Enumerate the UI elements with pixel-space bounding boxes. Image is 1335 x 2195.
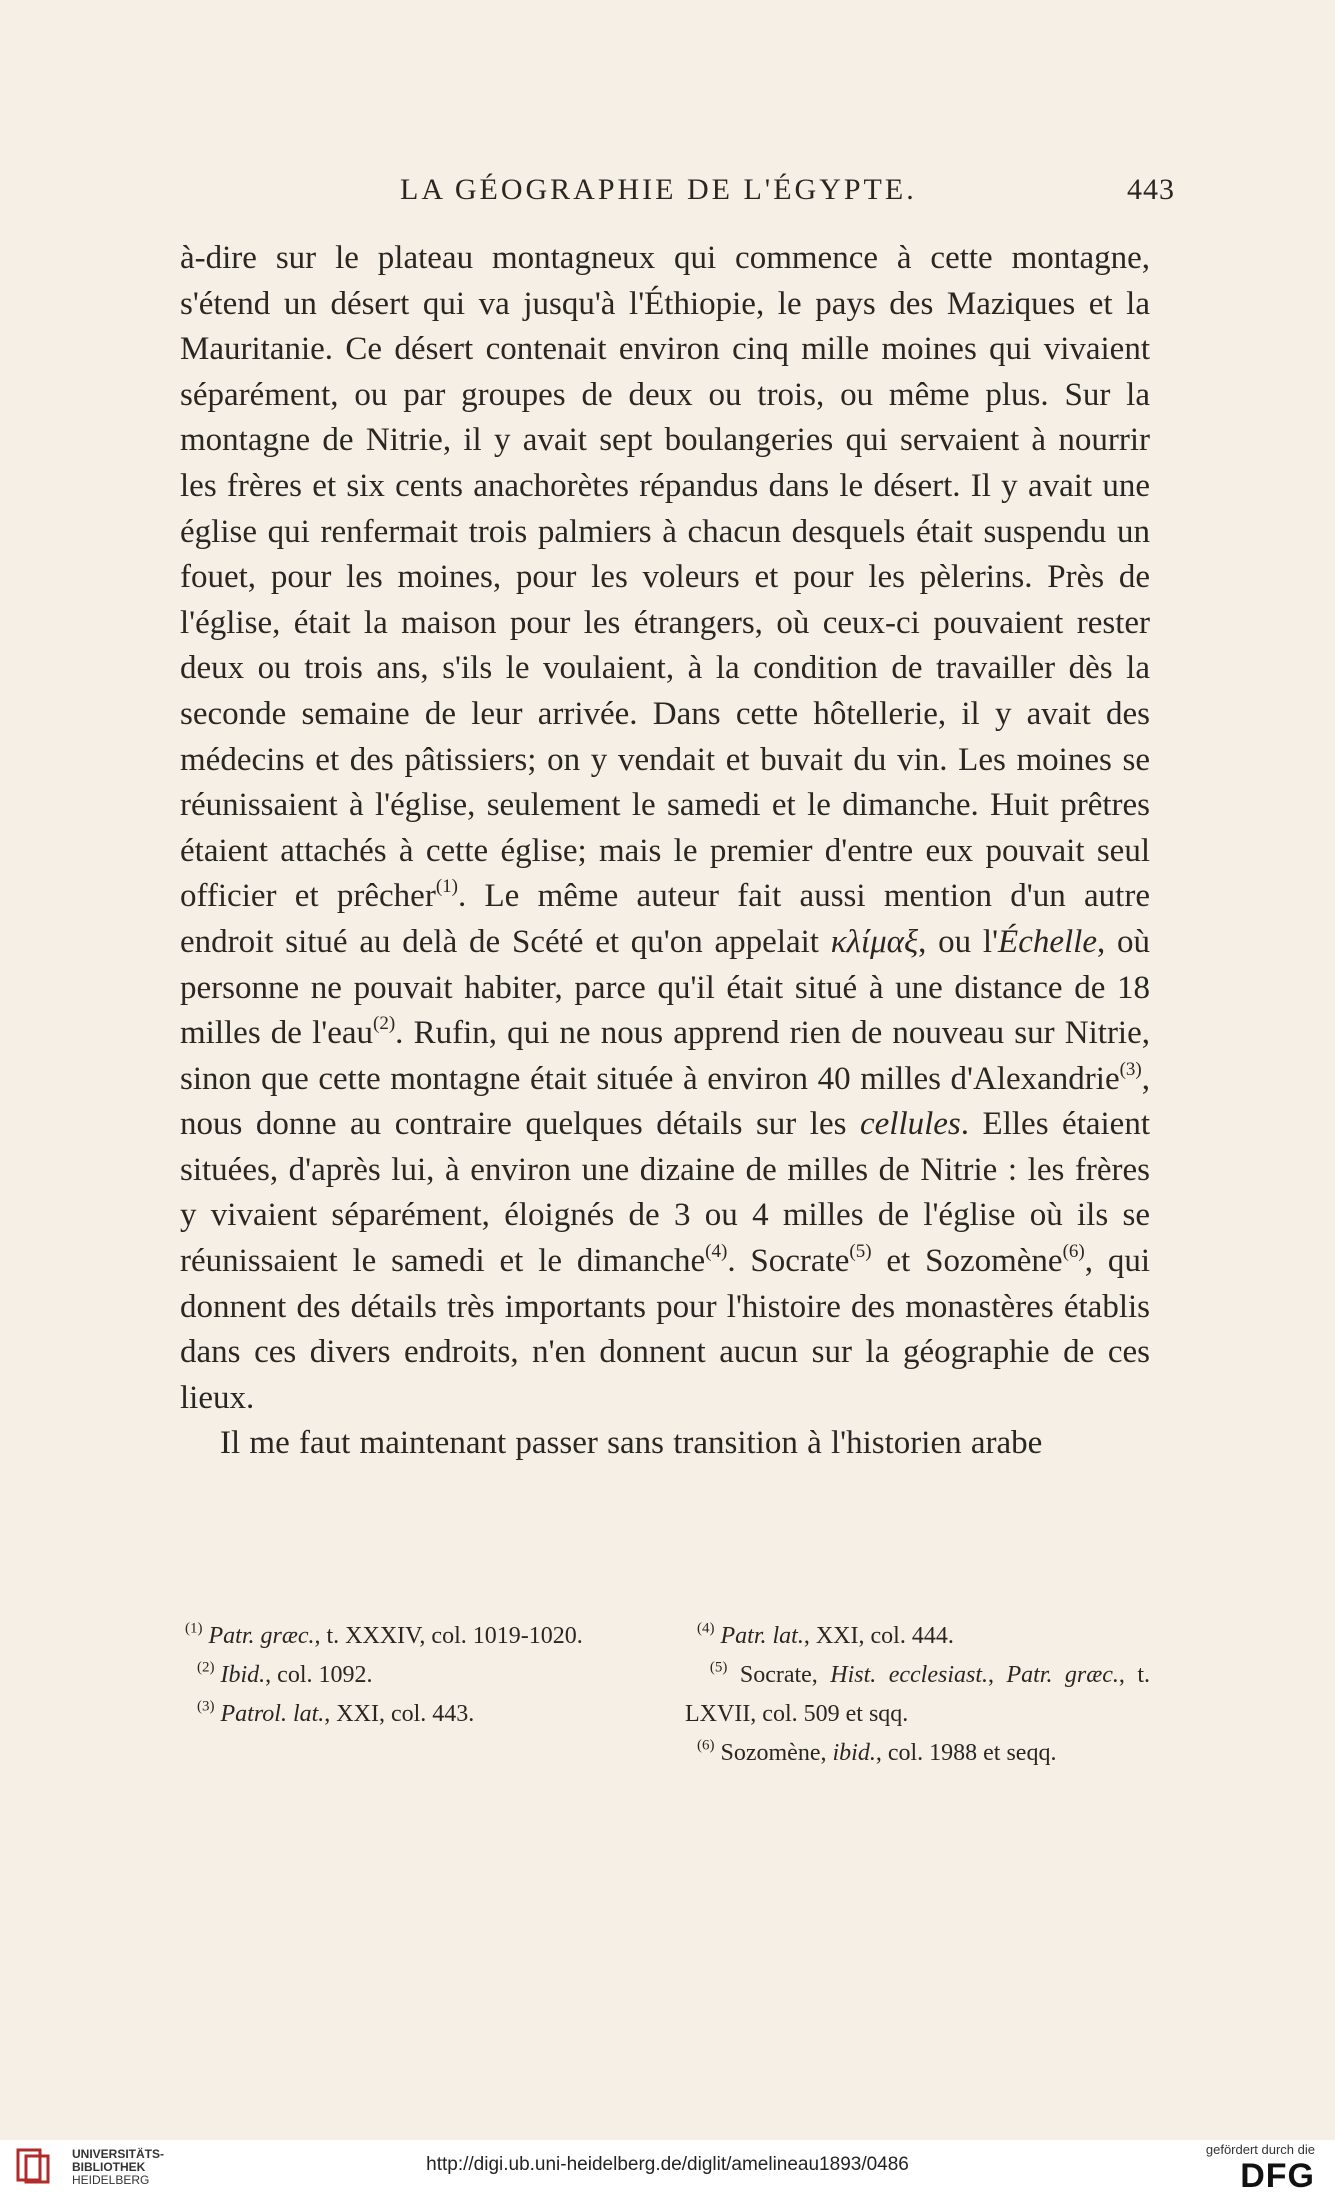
footnotes-right-column [685, 1617, 1150, 1773]
body-text [180, 236, 1150, 1467]
footnote-ref: (5) [849, 1240, 872, 1262]
page-number: 443 [1127, 173, 1175, 206]
paragraph-2: Il me faut maintenant passer sans transition à l'historien arabe [220, 1425, 1043, 1462]
footnote-1: $^{(1)}$ Patr. græc., t. XXXIV, col. 1019-1020. [185, 1620, 583, 1649]
footnote-4: $^{(4)}$ Patr. lat., XXI, col. 444. [697, 1620, 954, 1649]
greek-word: κλίμαξ [830, 923, 919, 960]
footnote-ref: (4) [705, 1240, 728, 1262]
page-header [180, 173, 1175, 213]
footnote-5: $^{(5)}$ Socrate, Hist. ecclesiast., Patr. græc., t. LXVII, col. 509 et sqq. [685, 1659, 1151, 1727]
footnote-ref: (1) [435, 876, 458, 898]
footnotes [185, 1617, 1150, 1773]
source-url-link[interactable]: http://digi.ub.uni-heidelberg.de/diglit/amelineau1893/0486 [426, 2154, 909, 2175]
footnote-ref: (3) [1119, 1058, 1142, 1080]
italic-term: cellules [859, 1106, 961, 1143]
footnotes-left-column [185, 1617, 650, 1773]
footnote-ref: (6) [1062, 1240, 1085, 1262]
footnote-ref: (2) [373, 1012, 396, 1034]
paragraph-1: à-dire sur le plateau montagneux qui commence à cette montagne, s'étend un désert qui va jusqu'à l'Éthiopie, le pays des Maziques et la Mauritanie. Ce désert contenait environ cinq mille moines qui vivaient séparément, ou par groupes de deux ou trois, ou même plus. Sur la montagne de Nitrie, il y avait sept boulangeries qui servaient à nourrir les frères et six cents anachorètes répandus dans le désert. Il y avait une église qui renfermait trois palmiers à chacun desquels était suspendu un fouet, pour les moines, pour les voleurs et pour les pèlerins. Près de l'église, était la maison pour les étrangers, où ceux-ci pouvaient rester deux ou trois ans, s'ils le voulaient, à la condition de travailler dès la seconde semaine de leur arrivée. Dans cette hôtellerie, il y avait des médecins et des pâtissiers; on y vendait et buvait du vin. Les moines se réunissaient à l'église, seulement le samedi et le dimanche. Huit prêtres étaient attachés à cette église; mais le premier d'entre eux pouvait seul officier et prêcher$^{(1)}$. Le même auteur fait aussi mention d'un autre endroit situé au delà de Scété et qu'on appelait κλίμαξ, ou l'Échelle, où personne ne pouvait habiter, parce qu'il était situé à une distance de 18 milles de l'eau$^{(2)}$. Rufin, qui ne nous apprend rien de nouveau sur Nitrie, sinon que cette montagne était située à environ 40 milles d'Alexandrie$^{(3)}$, nous donne au contraire quelques détails sur les cellules. Elles étaient situées, d'après lui, à environ une dizaine de milles de Nitrie : les frères y vivaient séparément, éloignés de 3 ou 4 milles de l'église où ils se réunissaient le samedi et le dimanche$^{(4)}$. Socrate$^{(5)}$ et Sozomène$^{(6)}$, qui donnent des détails très importants pour l'histoire des monastères établis dans ces divers endroits, n'en donnent aucun sur la géographie de ces lieux. [180, 240, 1151, 1416]
running-title: LA GÉOGRAPHIE DE L'ÉGYPTE. [400, 173, 917, 206]
viewer-footer [0, 2140, 1335, 2195]
footnote-6: $^{(6)}$ Sozomène, ibid., col. 1988 et seqq. [697, 1737, 1057, 1766]
dfg-logo: DFG [1240, 2157, 1315, 2195]
italic-term: Échelle [998, 923, 1097, 960]
footnote-3: $^{(3)}$ Patrol. lat., XXI, col. 443. [197, 1698, 475, 1727]
funding-label: gefördert durch die [1205, 2142, 1315, 2157]
funding-notice [1206, 2142, 1315, 2193]
library-logo-text: UNIVERSITÄTS- BIBLIOTHEK HEIDELBERG [72, 2147, 165, 2187]
footnote-2: $^{(2)}$ Ibid., col. 1092. [197, 1659, 373, 1688]
